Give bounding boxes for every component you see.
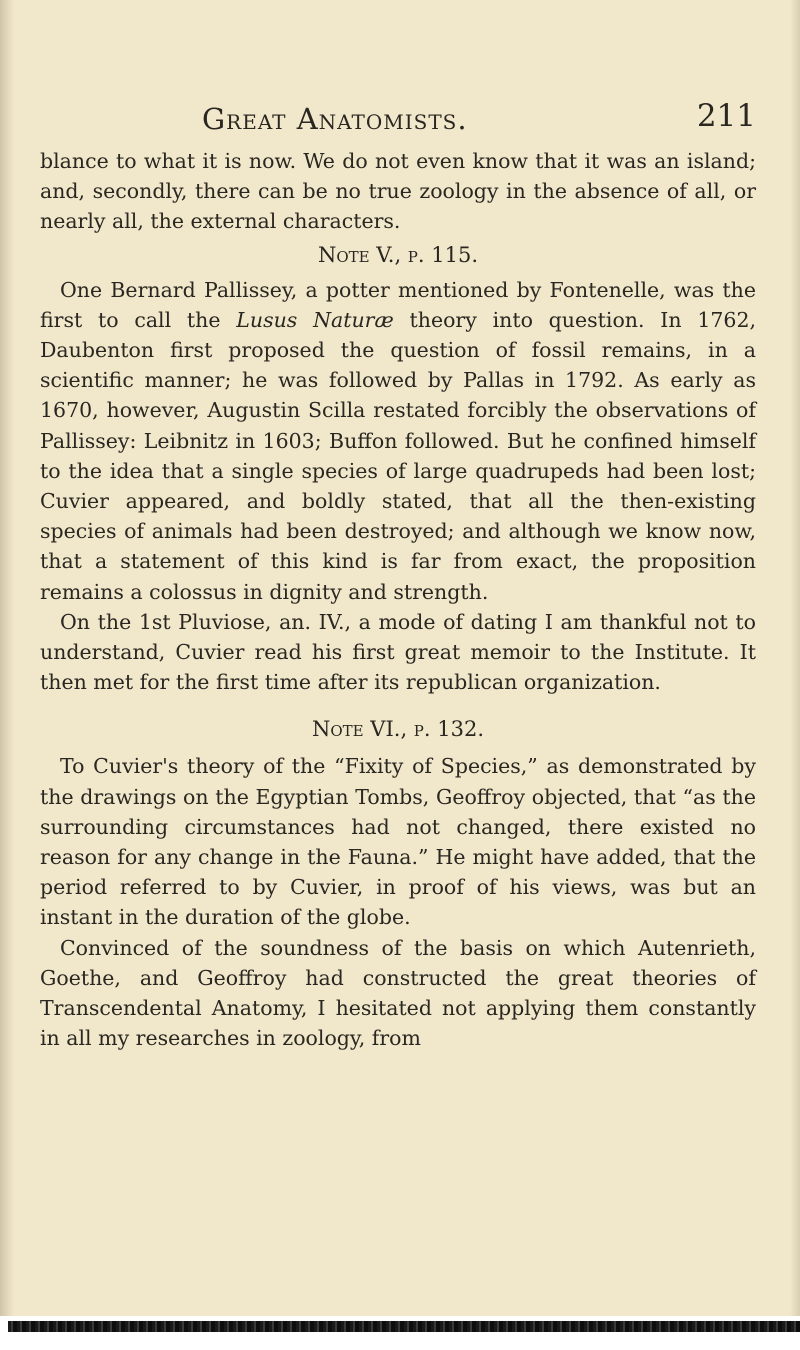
page-gutter-shadow (0, 0, 14, 1350)
note-v-heading: Note V., p. 115. (317, 242, 479, 267)
lusus-naturae-term: Lusus Naturæ (236, 307, 394, 332)
page-body (40, 146, 756, 1053)
note-v-paragraph-1-rest: theory into question. In 1762, Daubenton first proposed the question of fossil remains, in a scientific manner; he was followed by Pallas in 1792. As early as 1670, however, Augustin Scilla restated forcibly the observations of Pallissey: Leibnitz in 1603; Buffon followed. But he confined himself to the idea that a single species of large quadrupeds had been lost; Cuvier appeared, and boldly stated, that all the then-existing species of animals had been destroyed; and although we know now, that a statement of this kind is far from exact, the proposition remains a colossus in dignity and strength. (40, 307, 757, 604)
running-title: Great Anatomists. (202, 102, 468, 136)
page-edge-shadow (790, 0, 800, 1350)
paragraph-intro: blance to what it is now. We do not even know that it was an island; and, secondly, there can be no true zoology in the absence of all, or nearly all, the external characters. (40, 149, 756, 234)
note-vi-paragraph-2: Convinced of the soundness of the basis on which Autenrieth, Goethe, and Geoffroy had constructed the great theories of Transcendental Anatomy, I hesitated not applying them constantly in all my researches in zoology, from (40, 935, 756, 1051)
page-number: 211 (696, 98, 756, 134)
page-header (40, 98, 756, 138)
note-v-paragraph-1-start: One Bernard Pallissey, a potter mentioned by Fontenelle, was the first to call the (40, 277, 756, 332)
note-vi-heading: Note VI., p. 132. (312, 717, 484, 742)
note-vi-paragraph-1: To Cuvier's theory of the “Fixity of Species,” as demonstrated by the drawings on the Egyptian Tombs, Geoffroy objected, that “as the surrounding circumstances had not changed, there existed no reason for any change in the Fauna.” He might have added, that the period referred to by Cuvier, in proof of his views, was but an instant in the duration of the globe. (40, 754, 756, 930)
note-v-paragraph-2: On the 1st Pluviose, an. IV., a mode of dating I am thankful not to understand, Cuvier read his first great memoir to the Institute. It then met for the first time after its republican organization. (40, 609, 756, 695)
scan-edge-bar (8, 1321, 800, 1332)
note-v-paragraph-1 (40, 275, 756, 607)
